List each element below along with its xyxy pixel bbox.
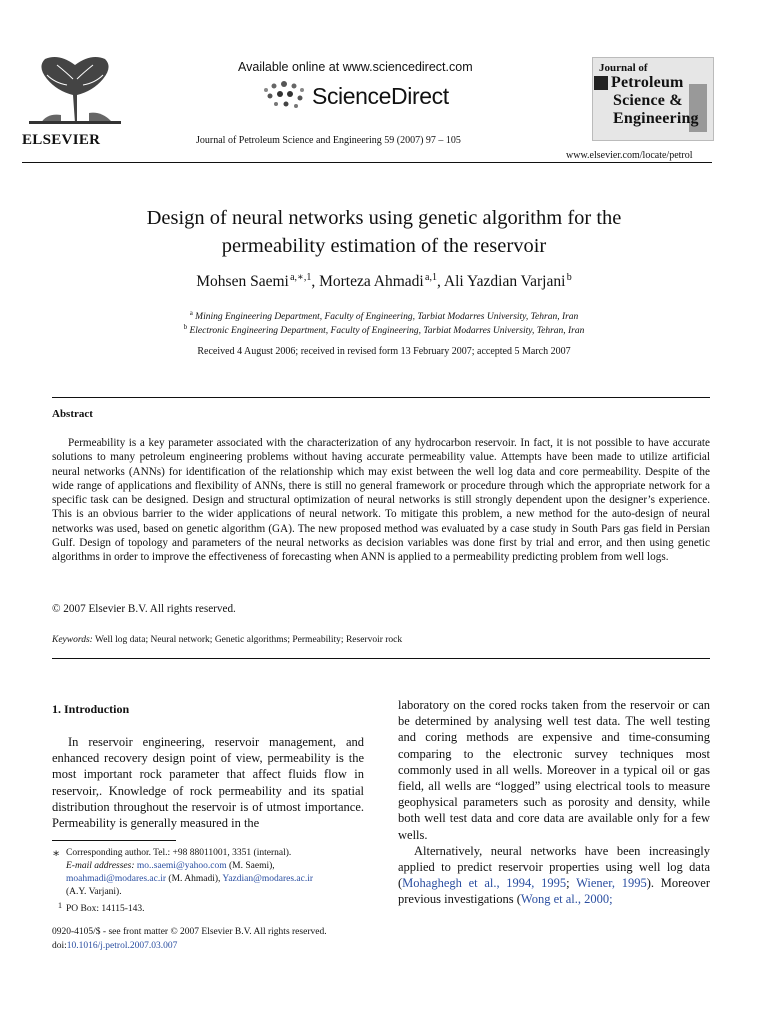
affiliation-mark: a xyxy=(189,309,193,317)
sciencedirect-name: ScienceDirect xyxy=(312,82,449,109)
reference-link[interactable]: Wong et al., 2000; xyxy=(520,892,613,907)
abstract-top-rule xyxy=(52,397,710,398)
elsevier-logo xyxy=(22,55,130,147)
left-column-paragraph: In reservoir engineering, reservoir management, and enhanced recovery design point of view, permeability is the most important rock parameter that affect fluids flow in reservoir,. Knowledge of rock permeability and its spatial distribution throughout the reservoir is of utmost importance. Permeability is generally measured in the xyxy=(52,735,364,831)
doi-line xyxy=(52,939,327,953)
footnote-text: PO Box: 14115-143. xyxy=(66,904,145,914)
title-line-1: Design of neural networks using genetic algorithm for the xyxy=(146,207,622,229)
footnote-1 xyxy=(52,899,372,916)
email-link[interactable]: mo..saemi@yahoo.com xyxy=(136,861,227,871)
keywords-list: Well log data; Neural network; Genetic algorithms; Permeability; Reservoir rock xyxy=(95,635,403,645)
sciencedirect-dots-icon xyxy=(260,80,308,112)
journal-logo-line1: Journal of xyxy=(599,62,648,74)
footnote-rule xyxy=(52,840,176,841)
elsevier-tree-icon xyxy=(27,55,123,125)
sciencedirect-logo xyxy=(260,80,449,112)
abstract-heading: Abstract xyxy=(52,408,93,420)
doi-link[interactable]: 10.1016/j.petrol.2007.03.007 xyxy=(66,941,178,951)
title-line-2: permeability estimation of the reservoir xyxy=(221,235,547,257)
reference-link[interactable]: Wiener, 1995 xyxy=(576,876,647,891)
email-link[interactable]: moahmadi@modares.ac.ir xyxy=(66,874,167,884)
abstract-copyright: © 2007 Elsevier B.V. All rights reserved. xyxy=(52,603,236,615)
footnote-star: ∗ xyxy=(52,846,61,860)
journal-logo-line4: Engineering xyxy=(613,110,699,127)
footnote-mark: 1 xyxy=(58,901,62,910)
journal-logo xyxy=(592,57,714,141)
journal-citation: Journal of Petroleum Science and Engineering 59 (2007) 97 – 105 xyxy=(196,135,461,146)
doi-label: doi: xyxy=(52,941,67,951)
author-list: Mohsen Saemi $^{a,∗,1}$, Morteza Ahmadi $^{a,1}$, Ali Yazdian Varjani $^b$ xyxy=(196,272,572,291)
author-name: Ali Yazdian Varjani xyxy=(443,273,566,291)
footnote-emails-cont xyxy=(52,873,372,886)
paragraph-text: ; xyxy=(566,876,577,891)
section-heading: 1. Introduction xyxy=(52,702,130,716)
footnote-corresponding xyxy=(52,847,372,860)
article-title xyxy=(40,204,728,260)
right-paragraph-2 xyxy=(398,843,710,908)
received-dates: Received 4 August 2006; received in revised form 13 February 2007; accepted 5 March 2007 xyxy=(197,346,571,357)
affiliation-text: Mining Engineering Department, Faculty of Engineering, Tarbiat Modarres University, Tehran, Iran xyxy=(195,312,579,323)
keywords xyxy=(52,635,402,645)
author-mark: a,1 xyxy=(425,272,437,283)
affiliation-a xyxy=(40,309,728,322)
author-mark: b xyxy=(566,272,572,283)
author-name: Morteza Ahmadi xyxy=(319,273,424,291)
email-label: E-mail addresses: xyxy=(66,861,135,871)
right-paragraph-1: laboratory on the cored rocks taken from the reservoir or can be determined by analysing well test data. The well testing and coring methods are expensive and time-consuming comparing to the electronic survey techniques most commonly used in all wells. Moreover in a typical oil or gas field, all wells are “logged” using electrical tools to measure geophysical parameters such as porosity and density, while both well test data and core data are available only for a few wells. xyxy=(398,698,710,842)
journal-url[interactable]: www.elsevier.com/locate/petrol xyxy=(566,150,693,161)
issn-line: 0920-4105/$ - see front matter © 2007 Elsevier B.V. All rights reserved. xyxy=(52,927,327,937)
abstract-text: Permeability is a key parameter associated with the characterization of any hydrocarbon reservoir. In fact, it is not possible to have accurate solutions to many petroleum engineering problems without having accurate permeability value. Attempts have been made to utilize artificial neural networks (ANNs) for identification of the relationship which may exist between the well log data and core permeability. Despite of the wide range of applications and flexibility of ANNs, there is still no general framework or procedure through which the appropriate network for a specific task can be designed. Design and structural optimization of neural networks is still strongly dependent upon the designer’s experience. This is an obvious barrier to the wider applications of neural network. To mitigate this problem, a new method for the auto-design of neural networks was used, based on genetic algorithm (GA). The new proposed method was evaluated by a case study in South Pars gas field in Persian Gulf. Design of topology and parameters of the neural networks as decision variables was done first by trial and error, and then using genetic algorithms in order to improve the effectiveness of forecasting when ANN is applied to a permeability predicting problem from well logs. xyxy=(52,437,710,564)
email-owner: (M. Ahmadi), xyxy=(166,874,223,884)
keywords-label: Keywords: xyxy=(52,635,93,645)
paragraph-text: ). Moreover previous investigations ( xyxy=(398,876,711,907)
journal-logo-line3: Science & xyxy=(613,92,683,109)
affiliation-text: Electronic Engineering Department, Faculty of Engineering, Tarbiat Modarres University, Tehran, Iran xyxy=(189,326,585,337)
affiliation-b xyxy=(40,323,728,336)
header-divider xyxy=(22,162,712,163)
paragraph-text: Alternatively, neural networks have been increasingly applied to predict reservoir properties using well log data ( xyxy=(398,843,710,891)
journal-logo-line2: Petroleum xyxy=(611,74,684,91)
right-column xyxy=(398,697,710,908)
affiliation-mark: b xyxy=(183,323,188,331)
abstract-bottom-rule xyxy=(52,658,710,659)
email-owner: (M. Saemi), xyxy=(226,861,275,871)
author-mark: a,∗,1 xyxy=(290,272,312,283)
footnote-emails-owner: (A.Y. Varjani). xyxy=(66,887,122,897)
footnotes xyxy=(52,847,372,916)
footnote-text: Corresponding author. Tel.: +98 88011001, 3351 (internal). xyxy=(66,848,292,858)
author-name: Mohsen Saemi xyxy=(196,273,289,291)
publisher-name: ELSEVIER xyxy=(22,132,101,148)
footnote-emails xyxy=(52,860,372,873)
available-online-text: Available online at www.sciencedirect.com xyxy=(238,60,473,74)
email-link[interactable]: Yazdian@modares.ac.ir xyxy=(222,874,314,884)
reference-link[interactable]: Mohaghegh et al., 1994, 1995 xyxy=(402,876,567,891)
front-matter xyxy=(52,925,327,953)
